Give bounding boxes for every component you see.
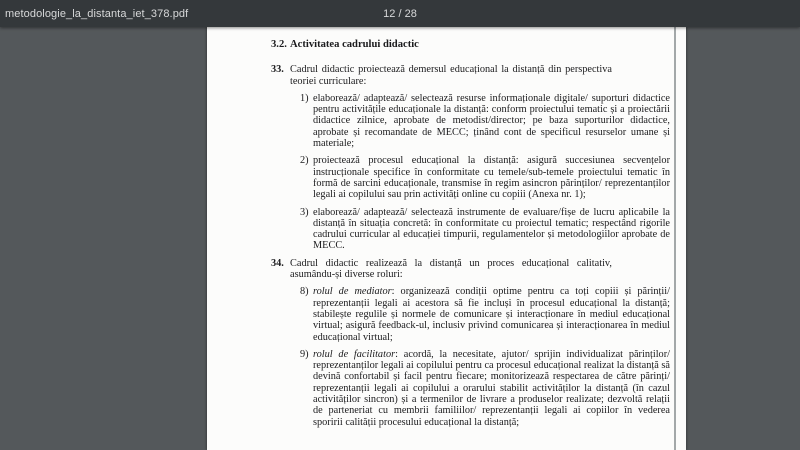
paragraph-number: 33. — [271, 64, 284, 76]
paragraph-text: Cadrul didactic proiectează demersul educațional la distanță din perspectiva teoriei curriculare: — [290, 64, 612, 87]
section-number: 3.2. — [271, 39, 287, 50]
paragraph-number: 34. — [271, 257, 284, 269]
item-body: elaborează/ adaptează/ selectează resurse informaționale digitale/ suporturi didactice pentru activitățile educaționale la distanță: conform proiectului tematic și a proiectării didactice zilnice, aprobate de metodist/director; pe baza suporturilor didactice, aprobate și recomandate de MECC; ținând cont de specificul resurselor umane și materiale; — [313, 92, 670, 150]
item-text — [313, 207, 670, 252]
paragraph-34 — [271, 258, 670, 281]
item-body: proiectează procesul educațional la distanță: asigură succesiunea secvențelor instrucționale specifice în conformitate cu temele/sub-temele proiectului tematic în formă de sarcini educaționale, transmise în regim asincron părinților/ reprezentanților legali ai copilului sau prin activități online cu copiii (Anexa nr. 1); — [313, 155, 670, 201]
viewer-canvas[interactable] — [0, 27, 800, 450]
document-filename: metodologie_la_distanta_iet_378.pdf — [5, 7, 189, 20]
list-item-3 — [300, 207, 670, 252]
scan-artifact-line — [674, 27, 676, 450]
page-content — [207, 27, 670, 428]
item-lead-italic: rolul de facilitator — [313, 348, 396, 360]
pdf-page — [207, 27, 686, 450]
item-number: 3) — [300, 206, 309, 218]
section-title: Activitatea cadrului didactic — [290, 39, 419, 50]
item-text — [313, 93, 670, 149]
paragraph-33 — [271, 64, 670, 87]
item-text — [313, 155, 670, 200]
item-text — [313, 286, 670, 342]
section-heading — [271, 39, 670, 50]
item-body: elaborează/ adaptează/ selectează instrumente de evaluare/fișe de lucru aplicabile la distanță în situația concretă: în conformitate cu proiectul tematic; respectând rigorile cadrului curricular al educației timpurii, regulamentelor și metodologiilor aprobate de MECC. — [313, 206, 670, 252]
list-item-8 — [300, 286, 670, 342]
item-number: 9) — [300, 348, 309, 360]
item-number: 8) — [300, 286, 309, 298]
viewer-toolbar — [0, 0, 800, 27]
list-item-9 — [300, 349, 670, 428]
list-item-2 — [300, 155, 670, 200]
item-lead-italic: rolul de mediator — [313, 286, 392, 298]
item-body: : acordă, la necesitate, ajutor/ sprijin individualizat părinților/ reprezentanților legali ai copilului pentru ca procesul educațional realizat la distanță să devină confortabil și facil pentru fiecare; monitorizează respectarea de către părinți/ reprezentanții legali ai copilului a orarului stabilit activităților la distanță (în cazul activităților sincron) și a termenilor de livrare a produselor realizate; dezvoltă relații de parteneriat cu membrii familiilor/ reprezentanții legali ai copiilor în vederea sporirii calității procesului educațional la distanță; — [313, 348, 670, 428]
page-indicator: 12 / 28 — [383, 7, 417, 20]
item-number: 1) — [300, 92, 309, 104]
item-number: 2) — [300, 155, 309, 167]
list-item-1 — [300, 93, 670, 149]
paragraph-text: Cadrul didactic realizează la distanță un proces educațional calitativ, asumându-și diverse roluri: — [290, 257, 612, 281]
item-text — [313, 349, 670, 428]
item-body: : organizează condiții optime pentru ca toți copiii și părinții/ reprezentanții legali ai acestora să fie incluși în procesul educațional la distanță; stabilește regulile și normele de comunicare și interacționare în mediul educațional virtual; asigură feedback-ul, inclusiv privind comunicarea și interacționarea în mediul educațional virtual; — [313, 286, 670, 343]
